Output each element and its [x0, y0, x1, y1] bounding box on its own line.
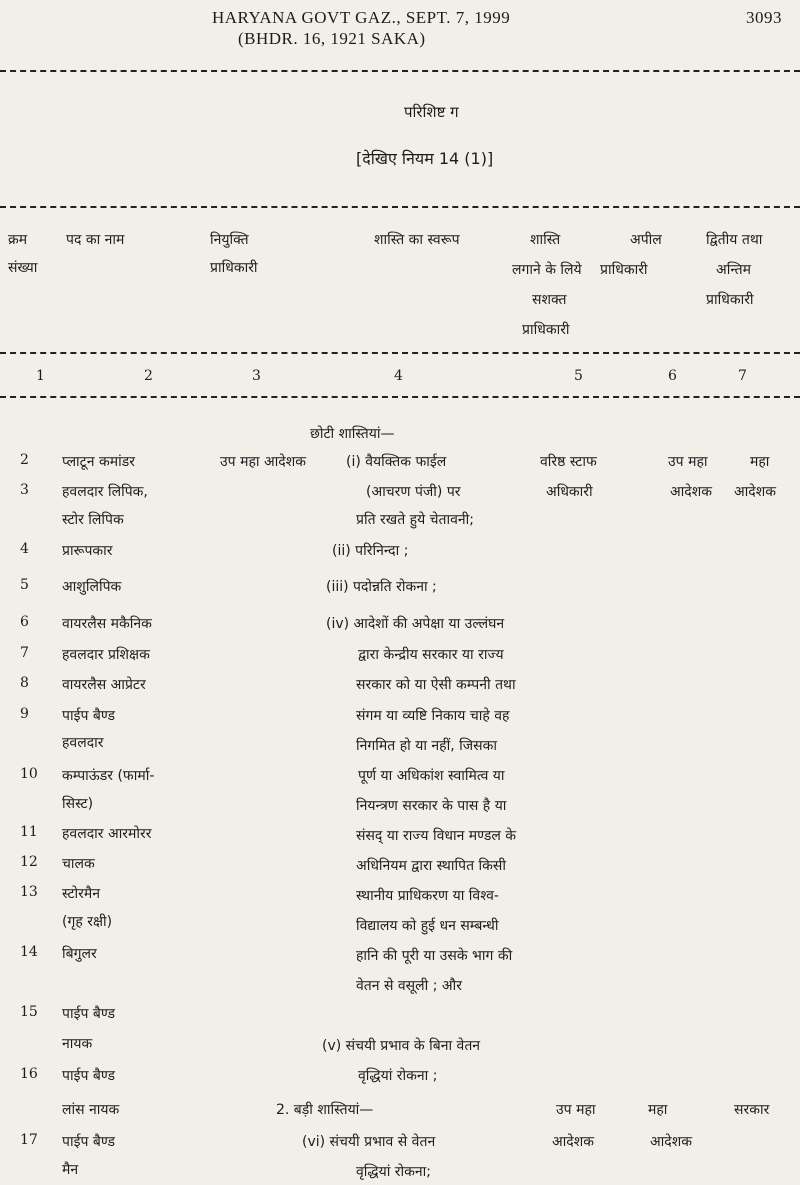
- col-header-competent-2: लगाने के लिये: [512, 262, 582, 278]
- competent-authority: आदेशक: [552, 1134, 595, 1150]
- major-penalties-heading: 2. बड़ी शास्तियां—: [276, 1102, 374, 1118]
- penalty-line: वेतन से वसूली ; और: [356, 978, 462, 994]
- post-name: (गृह रक्षी): [62, 914, 113, 930]
- final-authority: आदेशक: [734, 484, 777, 500]
- col-number-3: 3: [252, 368, 261, 384]
- post-name: वायरलैस आप्रेटर: [62, 677, 146, 693]
- appeal-authority: आदेशक: [670, 484, 713, 500]
- post-name: लांस नायक: [62, 1102, 120, 1118]
- row-no: 13: [20, 884, 38, 900]
- appeal-authority: महा: [648, 1102, 668, 1118]
- col-header-competent-1: शास्ति: [530, 232, 561, 248]
- final-authority: सरकार: [734, 1102, 770, 1118]
- competent-authority: अधिकारी: [546, 484, 593, 500]
- col-number-6: 6: [668, 368, 677, 384]
- post-name: कम्पाऊंडर (फार्मा-: [62, 768, 155, 784]
- row-no: 4: [20, 541, 29, 557]
- col-number-1: 1: [36, 368, 45, 384]
- appeal-authority: उप महा: [668, 454, 708, 470]
- post-name: मैन: [62, 1162, 79, 1178]
- row-no: 9: [20, 706, 29, 722]
- post-name: बिगुलर: [62, 946, 97, 962]
- row-no: 3: [20, 482, 29, 498]
- penalty-line: विद्यालय को हुई धन सम्बन्धी: [356, 918, 499, 934]
- row-no: 2: [20, 452, 29, 468]
- col-number-5: 5: [574, 368, 583, 384]
- col-header-serial-2: संख्या: [8, 260, 38, 276]
- col-header-appeal-1: अपील: [630, 232, 662, 248]
- penalty-line: वृद्धियां रोकना;: [356, 1164, 432, 1180]
- col-header-competent-4: प्राधिकारी: [522, 322, 570, 338]
- penalty-line: प्रति रखते हुये चेतावनी;: [356, 512, 475, 528]
- appendix-title: परिशिष्ट ग: [404, 103, 459, 121]
- penalty-line: (iv) आदेशों की अपेक्षा या उल्लंघन: [326, 616, 505, 632]
- post-name: पाईप बैण्ड: [62, 1006, 115, 1022]
- column-header-rule: [0, 352, 800, 354]
- col-header-competent-3: सशक्त: [532, 292, 567, 308]
- rule-reference: [देखिए नियम 14 (1)]: [356, 149, 494, 168]
- penalty-line: (iii) पदोन्नति रोकना ;: [326, 579, 437, 595]
- row-no: 16: [20, 1066, 38, 1082]
- post-name: हवलदार: [62, 735, 104, 751]
- penalty-line: पूर्ण या अधिकांश स्वामित्व या: [358, 768, 505, 784]
- col-header-post: पद का नाम: [66, 232, 125, 248]
- row-no: 7: [20, 645, 29, 661]
- penalty-line: निगमित हो या नहीं, जिसका: [356, 738, 497, 754]
- page-number: 3093: [746, 8, 782, 27]
- col-number-2: 2: [144, 368, 153, 384]
- penalty-line: (vi) संचयी प्रभाव से वेतन: [302, 1134, 436, 1150]
- final-authority: महा: [750, 454, 770, 470]
- penalty-line: अधिनियम द्वारा स्थापित किसी: [356, 858, 506, 874]
- post-name: चालक: [62, 856, 95, 872]
- header-divider: [0, 70, 800, 72]
- col-header-serial-1: क्रम: [8, 232, 28, 248]
- post-name: प्लाटून कमांडर: [62, 454, 135, 470]
- col-number-4: 4: [394, 368, 403, 384]
- penalty-line: स्थानीय प्राधिकरण या विश्व-: [356, 888, 499, 904]
- penalty-line: (ii) परिनिन्दा ;: [332, 543, 409, 559]
- post-name: हवलदार प्रशिक्षक: [62, 647, 150, 663]
- post-name: स्टोर लिपिक: [62, 512, 124, 528]
- post-name: आशुलिपिक: [62, 579, 122, 595]
- minor-penalties-heading: छोटी शास्तियां—: [310, 426, 395, 442]
- penalty-line: हानि की पूरी या उसके भाग की: [356, 948, 513, 964]
- penalty-line: (v) संचयी प्रभाव के बिना वेतन: [322, 1038, 481, 1054]
- row-no: 11: [20, 824, 38, 840]
- col-header-final-1: द्वितीय तथा: [706, 232, 763, 248]
- appointing-authority: उप महा आदेशक: [220, 454, 306, 470]
- col-header-appointing-2: प्राधिकारी: [210, 260, 258, 276]
- col-header-final-2: अन्तिम: [716, 262, 751, 278]
- post-name: सिस्ट): [62, 796, 94, 812]
- post-name: पाईप बैण्ड: [62, 708, 115, 724]
- post-name: स्टोरमैन: [62, 886, 100, 902]
- post-name: नायक: [62, 1036, 93, 1052]
- col-header-penalty: शास्ति का स्वरूप: [374, 232, 460, 248]
- penalty-line: (i) वैयक्तिक फाईल: [346, 454, 447, 470]
- post-name: हवलदार लिपिक,: [62, 484, 148, 500]
- gazette-subtitle: (BHDR. 16, 1921 SAKA): [238, 29, 426, 48]
- post-name: प्रारूपकार: [62, 543, 113, 559]
- penalty-line: नियन्त्रण सरकार के पास है या: [356, 798, 507, 814]
- penalty-line: संगम या व्यष्टि निकाय चाहे वह: [356, 708, 510, 724]
- row-no: 6: [20, 614, 29, 630]
- col-number-7: 7: [738, 368, 747, 384]
- col-header-appointing-1: नियुक्ति: [210, 232, 249, 248]
- penalty-line: वृद्धियां रोकना ;: [358, 1068, 438, 1084]
- gazette-title: HARYANA GOVT GAZ., SEPT. 7, 1999: [212, 8, 511, 27]
- col-header-appeal-2: प्राधिकारी: [600, 262, 648, 278]
- penalty-line: द्वारा केन्द्रीय सरकार या राज्य: [358, 647, 504, 663]
- row-no: 14: [20, 944, 38, 960]
- appeal-authority: आदेशक: [650, 1134, 693, 1150]
- penalty-line: संसद् या राज्य विधान मण्डल के: [356, 828, 517, 844]
- col-header-final-3: प्राधिकारी: [706, 292, 754, 308]
- row-no: 5: [20, 577, 29, 593]
- competent-authority: वरिष्ठ स्टाफ: [540, 454, 597, 470]
- row-no: 10: [20, 766, 38, 782]
- penalty-line: (आचरण पंजी) पर: [366, 484, 461, 500]
- competent-authority: उप महा: [556, 1102, 596, 1118]
- post-name: पाईप बैण्ड: [62, 1134, 115, 1150]
- table-top-rule: [0, 206, 800, 208]
- post-name: पाईप बैण्ड: [62, 1068, 115, 1084]
- penalty-line: सरकार को या ऐसी कम्पनी तथा: [356, 677, 516, 693]
- post-name: वायरलैस मकैनिक: [62, 616, 152, 632]
- row-no: 15: [20, 1004, 38, 1020]
- row-no: 8: [20, 675, 29, 691]
- row-no: 12: [20, 854, 38, 870]
- post-name: हवलदार आरमोरर: [62, 826, 152, 842]
- column-number-rule: [0, 396, 800, 398]
- row-no: 17: [20, 1132, 38, 1148]
